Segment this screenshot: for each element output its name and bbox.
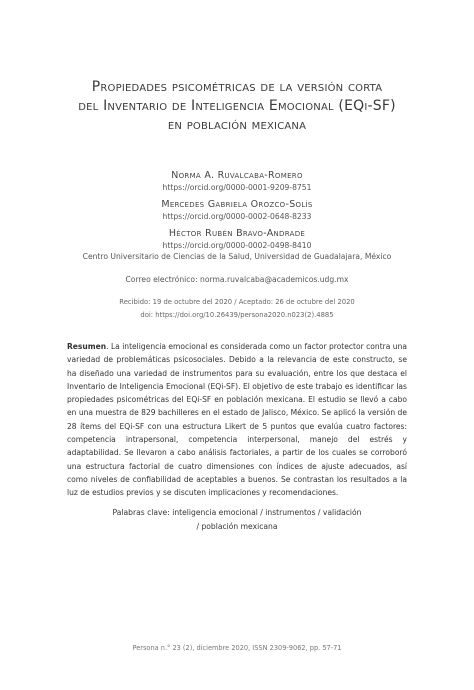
- keywords-label: Palabras clave:: [112, 508, 170, 517]
- abstract-text: . La inteligencia emocional es considerada como un factor protector contra una variedad de problemáticas psicosociales. Debido a la relevancia de este constructo, se ha diseñado una variedad de instrumentos para su evaluación, entre los que destaca el Inventario de Inteligencia Emocional (EQi-SF). El objetivo de este trabajo es identificar las propiedades psicométricas del EQi-SF en población mexicana. El estudio se llevó a cabo en una muestra de 829 bachilleres en el estado de Jalisco, México. Se aplicó la versión de 28 ítems del EQi-SF con una estructura Likert de 5 puntos que evalúa cuatro factores: competencia intrapersonal, competencia interpersonal, manejo del estrés y adaptabilidad. Se llevaron a cabo análisis factoriales, a partir de los cuales se corroboró una estructura factorial de cuatro dimensiones con índices de ajuste adecuados, así como niveles de confiabilidad de aceptables a buenos. Se contrastan los resultados a la luz de estudios previos y se discuten implicaciones y recomendaciones.: [67, 342, 407, 498]
- author-name: Héctor Rubén Bravo-Andrade: [168, 228, 306, 239]
- doi-link[interactable]: doi: https://doi.org/10.26439/persona2020.n023(2).4885: [140, 311, 334, 319]
- keywords: [67, 506, 407, 533]
- corresponding-email[interactable]: Correo electrónico: norma.ruvalcaba@academicos.udg.mx: [125, 275, 349, 284]
- author-orcid-link[interactable]: https://orcid.org/0000-0002-0498-8410: [162, 241, 312, 250]
- author-block: [20, 170, 454, 285]
- abstract-label: Resumen: [67, 342, 107, 351]
- author-orcid-link[interactable]: https://orcid.org/0000-0001-9209-8751: [162, 183, 312, 192]
- author-name: Norma A. Ruvalcaba-Romero: [171, 170, 303, 181]
- received-accepted-dates: Recibido: 19 de octubre del 2020 / Aceptado: 26 de octubre del 2020: [119, 298, 355, 306]
- title-line-3: en población mexicana: [167, 117, 307, 133]
- author-orcid-link[interactable]: https://orcid.org/0000-0002-0648-8233: [162, 212, 312, 221]
- submission-info: [20, 296, 454, 322]
- journal-footer: Persona n.° 23 (2), diciembre 2020, ISSN 2309-9062, pp. 57-71: [132, 644, 342, 652]
- keywords-line-1: [67, 506, 407, 520]
- keywords-line-2: / población mexicana: [196, 521, 278, 531]
- article-title: [40, 78, 434, 135]
- author-affiliation: Centro Universitario de Ciencias de la Salud, Universidad de Guadalajara, México: [82, 252, 392, 261]
- abstract: [67, 340, 407, 500]
- keywords-text: inteligencia emocional / instrumentos / validación: [169, 508, 362, 517]
- title-line-1: Propiedades psicométricas de la versión corta: [91, 79, 383, 95]
- author-name: Mercedes Gabriela Orozco-Solís: [161, 199, 313, 210]
- title-line-2: del Inventario de Inteligencia Emocional (EQi-SF): [78, 98, 396, 114]
